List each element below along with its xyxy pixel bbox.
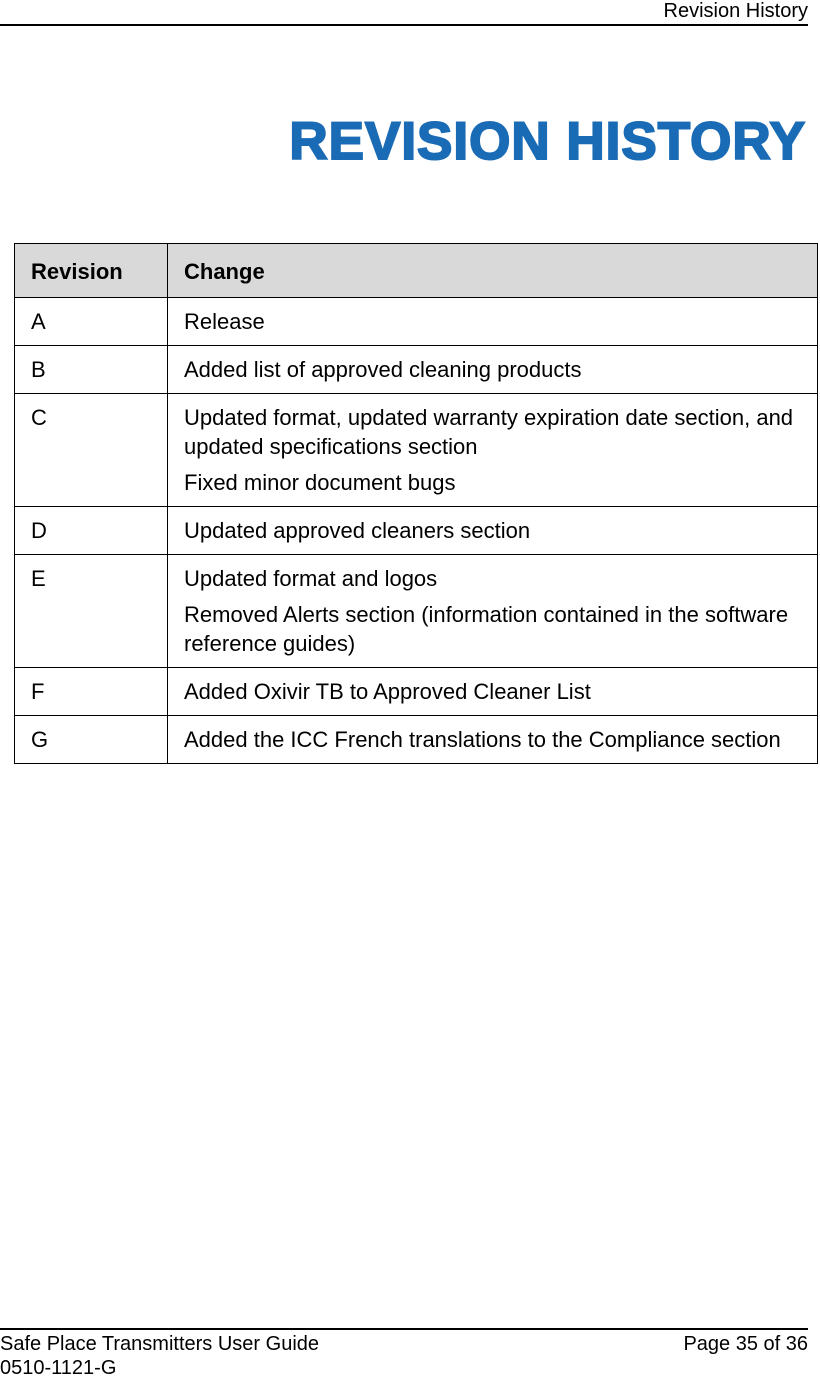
- revision-cell: E: [15, 555, 168, 668]
- column-header-revision: Revision: [15, 244, 168, 298]
- change-cell: [168, 507, 818, 555]
- running-header-title: Revision History: [663, 0, 808, 22]
- change-text: Added the ICC French translations to the Compliance section: [184, 727, 781, 752]
- table-row: [15, 298, 818, 346]
- change-text: Fixed minor document bugs: [184, 470, 456, 495]
- revision-cell: D: [15, 507, 168, 555]
- table-row: [15, 555, 818, 668]
- change-cell: [168, 298, 818, 346]
- table-row: [15, 394, 818, 507]
- table-row: [15, 716, 818, 764]
- footer-page-number: Page 35 of 36: [683, 1333, 808, 1355]
- change-text: Added Oxivir TB to Approved Cleaner List: [184, 679, 591, 704]
- revision-cell: C: [15, 394, 168, 507]
- change-cell: [168, 346, 818, 394]
- change-text: Added list of approved cleaning products: [184, 357, 582, 382]
- revision-cell: G: [15, 716, 168, 764]
- column-header-change: Change: [168, 244, 818, 298]
- table-row: [15, 346, 818, 394]
- change-cell: [168, 555, 818, 668]
- revision-cell: A: [15, 298, 168, 346]
- change-text: Removed Alerts section (information contained in the software reference guides): [184, 602, 789, 656]
- change-text: Updated format and logos: [184, 566, 438, 591]
- revision-table: [14, 243, 818, 764]
- change-text: Release: [184, 309, 265, 334]
- running-header: [0, 0, 808, 26]
- footer-guide-title: Safe Place Transmitters User Guide: [0, 1333, 320, 1355]
- table-row: [15, 507, 818, 555]
- change-cell: [168, 668, 818, 716]
- footer-doc-number: 0510-1121-G: [0, 1357, 117, 1379]
- page-title: REVISION HISTORY: [289, 112, 806, 171]
- revision-cell: F: [15, 668, 168, 716]
- change-text: Updated approved cleaners section: [184, 518, 531, 543]
- change-text: Updated format, updated warranty expiration date section, and updated specifications section: [184, 405, 794, 459]
- change-cell: [168, 394, 818, 507]
- page-footer: [0, 1328, 808, 1380]
- change-cell: [168, 716, 818, 764]
- table-row: [15, 668, 818, 716]
- table-header-row: [15, 244, 818, 298]
- revision-cell: B: [15, 346, 168, 394]
